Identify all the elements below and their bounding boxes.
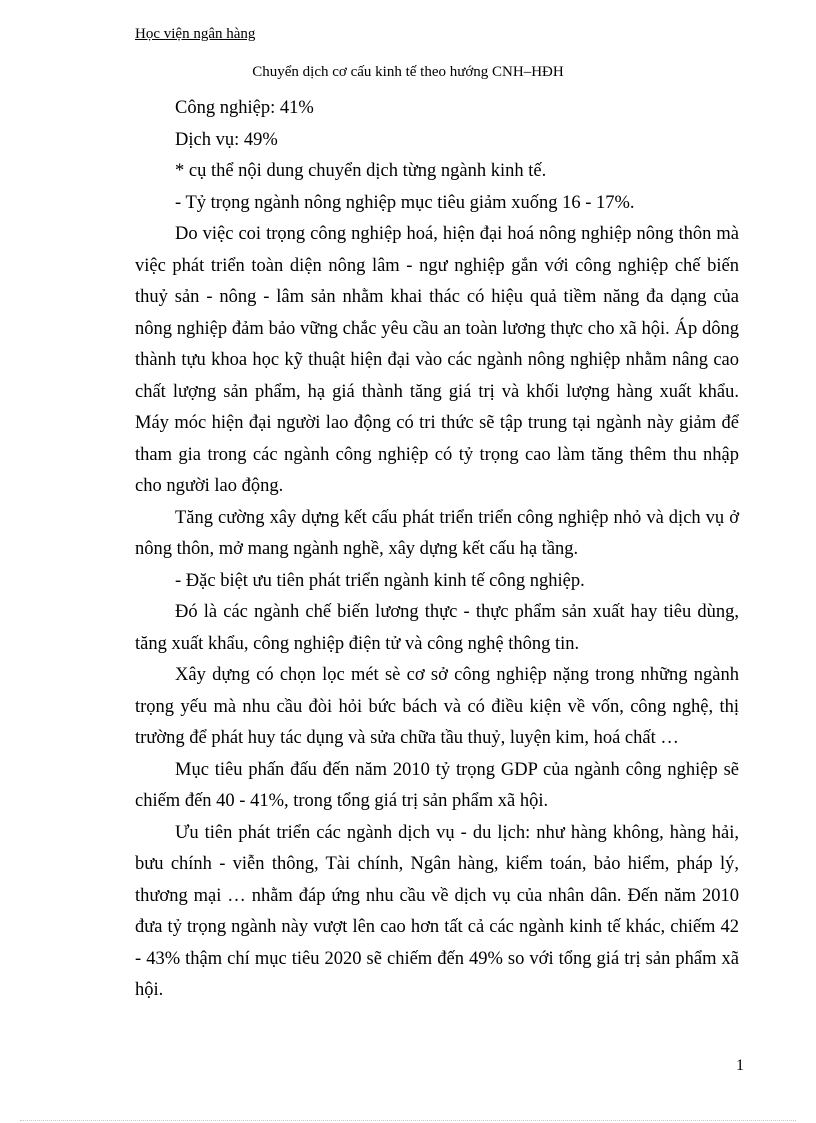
paragraph-rural-infrastructure: Tăng cường xây dựng kết cấu phát triển triển công nghiệp nhỏ và dịch vụ ở nông thôn, mở mang ngành nghề, xây dựng kết cấu hạ tầng. [135, 507, 739, 559]
paragraph-industry-share: Công nghiệp: 41% [175, 98, 314, 118]
paragraph-agriculture-modernization: Do việc coi trọng công nghiệp hoá, hiện đại hoá nông nghiệp nông thôn mà việc phát triển toàn diện nông lâm - ngư nghiệp gắn với công nghiệp chế biến thuỷ sản - nông - lâm sản nhằm khai thác có hiệu quả tiềm năng đa dạng của nông nghiệp đảm bảo vững chắc yêu cầu an toàn lương thực cho xã hội. Áp dông thành tựu khoa học kỹ thuật hiện đại vào các ngành nông nghiệp nhằm nâng cao chất lượng sản phẩm, hạ giá thành tăng giá trị và khối lượng hàng xuất khẩu. Máy móc hiện đại người lao động có tri thức sẽ tập trung tại ngành này giảm để tham gia trong các ngành công nghiệp có tỷ trọng cao làm tăng thêm thu nhập cho người lao động. [135, 224, 739, 496]
paragraph-industry-priority: - Đặc biệt ưu tiên phát triển ngành kinh tế công nghiệp. [175, 570, 585, 591]
paragraph-heavy-industry: Xây dựng có chọn lọc mét sè cơ sở công nghiệp nặng trong những ngành trọng yếu mà nhu cầu đòi hỏi bức bách và có điều kiện về vốn, công nghệ, thị trường để phát huy tác dụng và sửa chữa tầu thuỷ, luyện kim, hoá chất … [135, 665, 739, 748]
page-number: 1 [736, 1057, 744, 1074]
page-bottom-divider [20, 1120, 796, 1121]
header-subtitle: Chuyển dịch cơ cấu kinh tế theo hướng CNH–HĐH [252, 64, 564, 80]
paragraph-sector-details: * cụ thể nội dung chuyển dịch từng ngành kinh tế. [175, 161, 547, 181]
header-institution: Học viện ngân hàng [135, 26, 256, 42]
paragraph-services-priority: Ưu tiên phát triển các ngành dịch vụ - du lịch: như hàng không, hàng hải, bưu chính - viễn thông, Tài chính, Ngân hàng, kiểm toán, bảo hiểm, pháp lý, thương mại … nhằm đáp ứng nhu cầu về dịch vụ của nhân dân. Đến năm 2010 đưa tỷ trọng ngành này vượt lên cao hơn tất cả các ngành kinh tế khác, chiếm 42 - 43% thậm chí mục tiêu 2020 sẽ chiếm đến 49% so với tổng giá trị sản phẩm xã hội. [135, 822, 739, 1000]
paragraph-agriculture-target: - Tỷ trọng ngành nông nghiệp mục tiêu giảm xuống 16 - 17%. [175, 192, 635, 213]
paragraph-processing-industries: Đó là các ngành chế biến lương thực - thực phẩm sản xuất hay tiêu dùng, tăng xuất khẩu, công nghiệp điện tử và công nghệ thông tin. [135, 602, 739, 654]
document-body [135, 93, 739, 1007]
paragraph-gdp-target: Mục tiêu phấn đấu đến năm 2010 tỷ trọng GDP của ngành công nghiệp sẽ chiếm đến 40 - 41%, trong tổng giá trị sản phẩm xã hội. [135, 759, 739, 811]
paragraph-services-share: Dịch vụ: 49% [175, 129, 278, 150]
